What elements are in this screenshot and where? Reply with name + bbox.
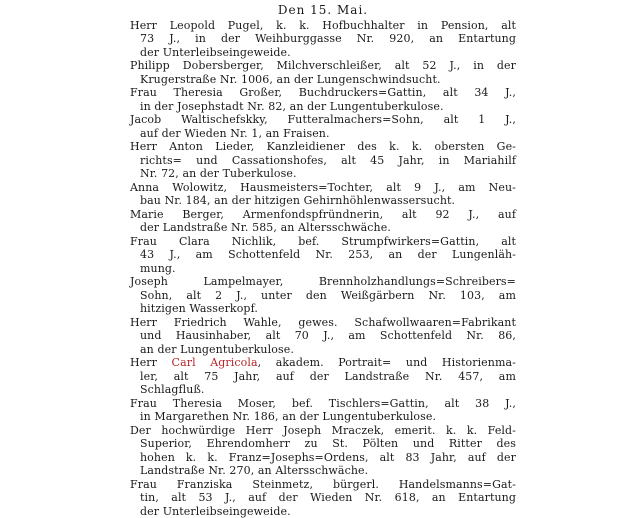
- register-entry: [130, 208, 516, 235]
- death-register-column: [130, 4, 516, 518]
- register-entry: [130, 478, 516, 518]
- entry-prefix: Herr: [130, 356, 172, 369]
- register-entry: [130, 113, 516, 140]
- entry-line: bau Nr. 184, an der hitzigen Gehirnhöhlenwassersucht.: [130, 194, 516, 208]
- entry-line: mung.: [130, 262, 516, 276]
- entry-line: Frau Theresia Moser, bef. Tischlers=Gattin, alt 38 J.,: [130, 397, 516, 411]
- entry-line: der Unterleibseingeweide.: [130, 46, 516, 60]
- entry-line: [130, 356, 516, 370]
- entry-line: hohen k. k. Franz=Josephs=Ordens, alt 83 Jahr, auf der: [130, 451, 516, 465]
- entry-line: ler, alt 75 Jahr, auf der Landstraße Nr. 457, am: [130, 370, 516, 384]
- entry-line: in Margarethen Nr. 186, an der Lungentuberkulose.: [130, 410, 516, 424]
- entry-line: Schlagfluß.: [130, 383, 516, 397]
- entry-line: Krugerstraße Nr. 1006, an der Lungenschwindsucht.: [130, 73, 516, 87]
- entry-line: Frau Franziska Steinmetz, bürgerl. Handelsmanns=Gat-: [130, 478, 516, 492]
- entry-suffix: , akadem. Portrait= und Historienma-: [258, 356, 516, 369]
- entry-line: in der Josephstadt Nr. 82, an der Lungentuberkulose.: [130, 100, 516, 114]
- entry-line: Joseph Lampelmayer, Brennholzhandlungs=Schreibers=: [130, 275, 516, 289]
- register-entry: [130, 275, 516, 316]
- highlighted-name: Carl Agricola: [172, 356, 258, 369]
- entry-line: 73 J., in der Weihburggasse Nr. 920, an Entartung: [130, 32, 516, 46]
- entry-line: auf der Wieden Nr. 1, an Fraisen.: [130, 127, 516, 141]
- register-entry-highlighted: [130, 356, 516, 397]
- entry-line: Nr. 72, an der Tuberkulose.: [130, 167, 516, 181]
- entry-line: Jacob Waltischefskky, Futteralmachers=Sohn, alt 1 J.,: [130, 113, 516, 127]
- date-heading: Den 15. Mai.: [130, 4, 516, 18]
- entry-line: der Unterleibseingeweide.: [130, 505, 516, 518]
- register-entry: [130, 86, 516, 113]
- entry-line: 43 J., am Schottenfeld Nr. 253, an der Lungenläh-: [130, 248, 516, 262]
- entry-line: Anna Wolowitz, Hausmeisters=Tochter, alt 9 J., am Neu-: [130, 181, 516, 195]
- register-entry: [130, 181, 516, 208]
- register-entry: [130, 19, 516, 60]
- entry-line: Herr Friedrich Wahle, gewes. Schafwollwaaren=Fabrikant: [130, 316, 516, 330]
- entry-line: richts= und Cassationshofes, alt 45 Jahr, in Mariahilf: [130, 154, 516, 168]
- entry-line: hitzigen Wasserkopf.: [130, 302, 516, 316]
- entry-line: Superior, Ehrendomherr zu St. Pölten und Ritter des: [130, 437, 516, 451]
- register-entry: [130, 397, 516, 424]
- entry-line: Philipp Dobersberger, Milchverschleißer, alt 52 J., in der: [130, 59, 516, 73]
- entry-line: Landstraße Nr. 270, an Altersschwäche.: [130, 464, 516, 478]
- register-entry: [130, 59, 516, 86]
- register-entry: [130, 235, 516, 276]
- entry-line: tin, alt 53 J., auf der Wieden Nr. 618, an Entartung: [130, 491, 516, 505]
- entry-line: und Hausinhaber, alt 70 J., am Schottenfeld Nr. 86,: [130, 329, 516, 343]
- entry-line: Frau Clara Nichlik, bef. Strumpfwirkers=Gattin, alt: [130, 235, 516, 249]
- entry-line: Marie Berger, Armenfondspfründnerin, alt 92 J., auf: [130, 208, 516, 222]
- entry-line: an der Lungentuberkulose.: [130, 343, 516, 357]
- entry-line: Herr Leopold Pugel, k. k. Hofbuchhalter in Pension, alt: [130, 19, 516, 33]
- entry-line: Der hochwürdige Herr Joseph Mraczek, emerit. k. k. Feld-: [130, 424, 516, 438]
- entry-line: Herr Anton Lieder, Kanzleidiener des k. k. obersten Ge-: [130, 140, 516, 154]
- register-entry: [130, 140, 516, 181]
- register-entry: [130, 316, 516, 357]
- entry-line: der Landstraße Nr. 585, an Altersschwäche.: [130, 221, 516, 235]
- entry-line: Frau Theresia Großer, Buchdruckers=Gattin, alt 34 J.,: [130, 86, 516, 100]
- entry-line: Sohn, alt 2 J., unter den Weißgärbern Nr. 103, am: [130, 289, 516, 303]
- register-entry: [130, 424, 516, 478]
